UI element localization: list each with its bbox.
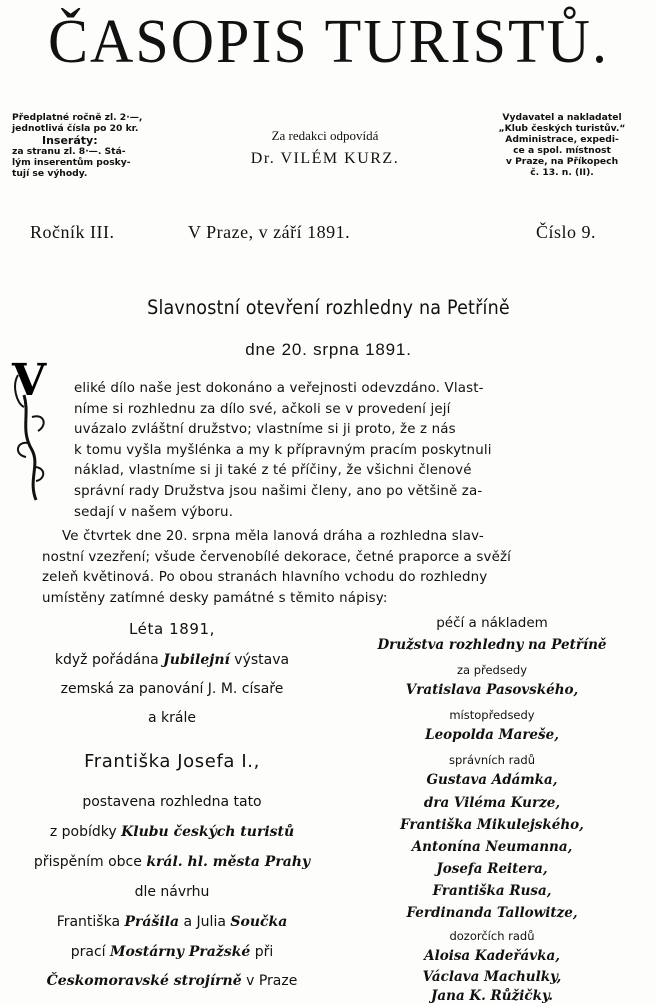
svg-text:V: V (12, 355, 47, 406)
plaque-right-line: dozorčích radů (449, 929, 535, 943)
ads-line-3: tují se výhody. (12, 168, 88, 179)
single-issue-price: jednotlivá čísla po 20 kr. (12, 123, 139, 134)
plaque-left-line: když pořádána Jubilejní výstava (54, 652, 290, 668)
editor-info (190, 128, 460, 174)
plaque-right-line: Leopolda Mareše, (425, 727, 559, 743)
place-date: V Praze, v září 1891. (188, 222, 351, 242)
p2-line-2: nostní vzezření; všude červenobílé dekorace, četné praporce a svěží (42, 549, 512, 565)
p1-line-2: níme si rozhlednu za dílo své, ačkoli se v provedení její (74, 401, 451, 417)
plaque-left-line: přispěním obce král. hl. města Prahy (33, 854, 311, 870)
plaque-right-line: místopředsedy (449, 708, 535, 722)
plaque-right-line: Františka Rusa, (432, 883, 552, 899)
ads-line-1: za stranu zl. 8·—. Stá- (12, 146, 126, 157)
article-paragraph-1 (74, 379, 492, 523)
p1-line-3: uvázalo zvláštní družstvo; vlastníme si ji proto, že z nás (74, 422, 456, 438)
p1-line-4: k tomu vyšla myšlénka a my k přípravným pracím poskytnuli (74, 442, 492, 458)
plaque-left-line: Františka Prášila a Julia Součka (56, 914, 288, 930)
editor-label: Za redakci odpovídá (271, 128, 379, 143)
issue-number: Číslo 9. (536, 222, 597, 242)
p1-line-1: eliké dílo naše jest dokonáno a veřejnosti odevzdáno. Vlast- (74, 381, 484, 396)
plaque-right-line: Františka Mikulejského, (400, 817, 584, 833)
plaque-right-line: Ferdinanda Tallowitze, (406, 905, 578, 921)
plaque-left-line: a krále (148, 710, 196, 726)
plaque-left-line: Léta 1891, (128, 620, 216, 638)
publisher-line-6: č. 13. n. (II). (530, 167, 594, 178)
ads-line-2: lým inserentům posky- (12, 157, 131, 168)
p2-line-1: Ve čtvrtek dne 20. srpna měla lanová dráha a rozhledna slav- (62, 529, 484, 544)
volume-label: Ročník III. (30, 222, 115, 242)
plaque-right-line: Jana K. Růžičky. (431, 988, 553, 1004)
p2-line-4: umístěny zatímné desky památné s těmito nápisy: (42, 590, 388, 606)
left-plaque-inscription (12, 620, 332, 1000)
plaque-right-line: Josefa Reitera, (436, 861, 548, 877)
publisher-line-1: Vydavatel a nakladatel (502, 112, 622, 123)
p1-line-6: správní rady Družstva jsou našimi členy, ano po většině za- (74, 483, 483, 499)
article-title: Slavnostní otevření rozhledny na Petříně (147, 296, 510, 319)
subscription-info (12, 112, 182, 179)
plaque-left-line: Českomoravské strojírně v Praze (46, 973, 298, 989)
plaque-right-line: Gustava Adámka, (426, 772, 558, 788)
p1-line-5: náklad, vlastníme si ji také z té příčiny, že všichni členové (74, 463, 472, 479)
ads-heading: Inseráty: (42, 134, 98, 147)
publisher-line-2: „Klub českých turistův.“ (498, 123, 626, 134)
plaque-right-line: za předsedy (456, 663, 528, 677)
plaque-left-line: postavena rozhledna tato (82, 794, 262, 810)
plaque-right-line: Aloisa Kadeřávka, (424, 948, 560, 964)
article-paragraph-2 (42, 527, 511, 609)
publisher-info (472, 112, 652, 178)
editor-name: Dr. VILÉM KURZ. (250, 150, 400, 167)
publisher-line-3: Administrace, expedi- (505, 134, 619, 145)
plaque-right-line: Václava Machulky, (422, 969, 562, 985)
plaque-left-line: zemská za panování J. M. císaře (60, 681, 284, 697)
publisher-line-4: ce a spol. místnost (513, 145, 611, 156)
plaque-left-line: Františka Josefa I., (84, 751, 260, 772)
publisher-line-5: v Praze, na Příkopech (505, 156, 619, 167)
plaque-right-line: Antonína Neumanna, (411, 839, 573, 855)
plaque-left-line: z pobídky Klubu českých turistů (49, 824, 295, 840)
p1-line-7: sedají v našem výboru. (74, 504, 234, 520)
plaque-right-line: Družstva rozhledny na Petříně (377, 637, 607, 653)
plaque-left-line: dle návrhu (134, 884, 210, 900)
right-plaque-inscription (342, 615, 642, 1004)
plaque-right-line: péčí a nákladem (436, 615, 548, 631)
plaque-left-line: prací Mostárny Pražské při (70, 944, 274, 960)
plaque-right-line: dra Viléma Kurze, (423, 795, 561, 811)
subscription-price: Předplatné ročně zl. 2·—, (12, 112, 143, 123)
plaque-right-line: Vratislava Pasovského, (405, 682, 579, 698)
article-subtitle: dne 20. srpna 1891. (245, 340, 412, 359)
ornamental-initial-v (10, 355, 58, 505)
masthead-title: ČASOPIS TURISTŮ. (47, 6, 609, 76)
plaque-right-line: správních radů (449, 753, 535, 767)
p2-line-3: zeleň květinová. Po obou stranách hlavního vchodu do rozhledny (42, 570, 488, 586)
